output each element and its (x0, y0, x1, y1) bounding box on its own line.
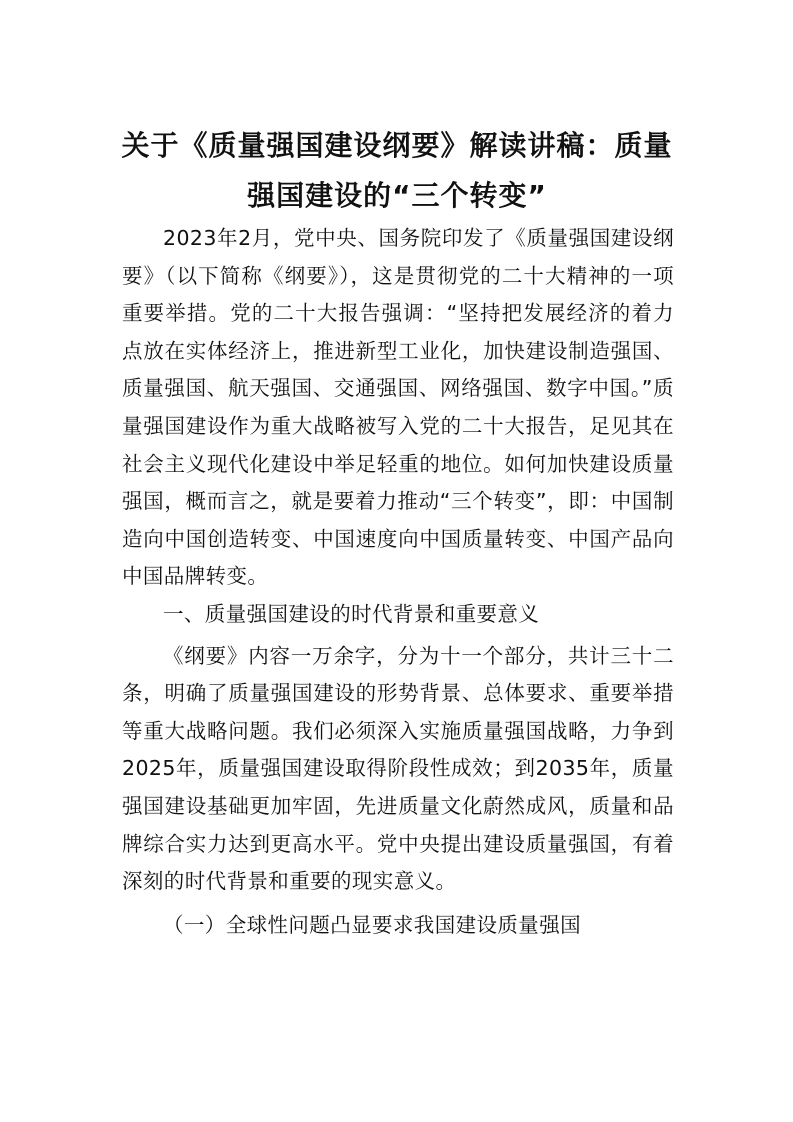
section-paragraph-1: 《纲要》内容一万余字，分为十一个部分，共计三十二条，明确了质量强国建设的形势背景、总体要求、重要举措等重大战略问题。我们必须深入实施质量强国战略，力争到2025年，质量强国建设取得阶段性成效；到2035年，质量强国建设基础更加牢固，先进质量文化蔚然成风，质量和品牌综合实力达到更高水平。党中央提出建设质量强国，有着深刻的时代背景和重要的现实意义。 (122, 643, 674, 894)
document-title: 关于《质量强国建设纲要》解读讲稿：质量强国建设的“三个转变” (121, 129, 673, 212)
section-heading-1: 一、质量强国建设的时代背景和重要意义 (163, 601, 540, 626)
intro-paragraph: 2023年2月，党中央、国务院印发了《质量强国建设纲要》（以下简称《纲要》），这是贯彻党的二十大精神的一项重要举措。党的二十大报告强调：“坚持把发展经济的着力点放在实体经济上，推进新型工业化，加快建设制造强国、质量强国、航天强国、交通强国、网络强国、数字中国。”质量强国建设作为重大战略被写入党的二十大报告，足见其在社会主义现代化建设中举足轻重的地位。如何加快建设质量强国，概而言之，就是要着力推动“三个转变”，即：中国制造向中国创造转变、中国速度向中国质量转变、中国产品向中国品牌转变。 (122, 226, 674, 589)
subsection-heading-1: （一）全球性问题凸显要求我国建设质量强国 (163, 912, 581, 937)
document-body (122, 220, 674, 944)
